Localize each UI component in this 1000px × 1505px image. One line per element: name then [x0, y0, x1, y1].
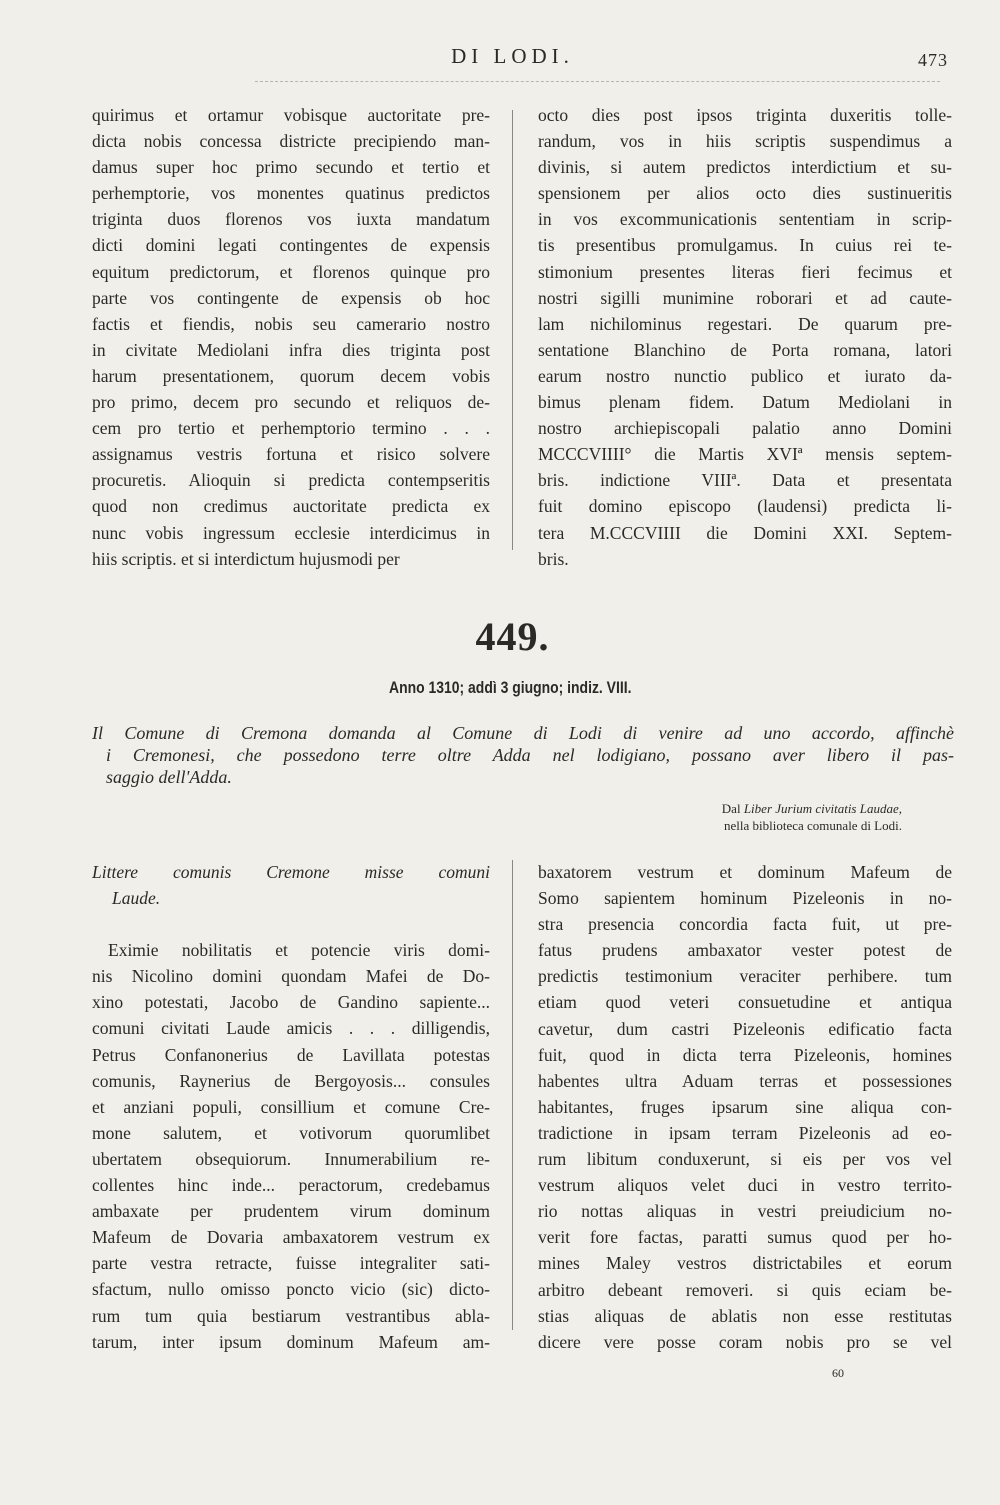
text-line: stias aliquas de ablatis non esse restitutas: [538, 1305, 952, 1326]
text-line: vestrum aliquos velet duci in vestro territo-: [538, 1175, 952, 1196]
text-line: stra presencia concordia facta fuit, ut pre-: [538, 914, 952, 935]
text-line: hiis scriptis. et si interdictum hujusmodi per: [92, 548, 400, 569]
text-line: in civitate Mediolani infra dies triginta post: [92, 339, 490, 360]
text-line: parte vestra retracte, fuisse integraliter sati-: [92, 1253, 490, 1274]
text-line: divinis, si autem predictos interdictium et su-: [538, 157, 952, 178]
text-line: sfactum, nullo omisso poncto vicio (sic) dicto-: [92, 1279, 490, 1300]
text-line: ubertatem obsequiorum. Innumerabilium re-: [92, 1148, 490, 1169]
summary-line: saggio dell'Adda.: [106, 767, 232, 787]
text-line: mines Maley vestros districtabiles et eorum: [538, 1253, 952, 1274]
text-line: fatus prudens ambaxator vester potest de: [538, 940, 952, 961]
text-line: tradictione in ipsam terram Pizeleonis ad eo-: [538, 1122, 952, 1143]
text-line: rum tum quia bestiarum vestrantibus abla-: [92, 1305, 490, 1326]
text-line: dicti domini legati contingentes de expensis: [92, 235, 490, 256]
column-divider: [512, 860, 513, 1330]
text-line: in vos excommunicationis sententiam in scrip-: [538, 209, 952, 230]
text-line: nostri sigilli munimine roborari et ad caute-: [538, 287, 952, 308]
text-line: perhemptorie, vos monentes quatinus predictos: [92, 183, 490, 204]
text-line: bimus plenam fidem. Datum Mediolani in: [538, 392, 952, 413]
text-line: stimonium presentes literas fieri fecimus et: [538, 261, 952, 282]
text-line: dicta nobis concessa districte precipiendo man-: [92, 131, 490, 152]
header-divider: [255, 81, 940, 82]
page-number: 473: [918, 50, 948, 70]
text-line: tera M.CCCVIIII die Domini XXI. Septem-: [538, 522, 952, 543]
text-line: quod non credimus auctoritate predicta ex: [92, 496, 490, 517]
bottom-left-column: [92, 859, 490, 1355]
text-line: spensionem per alios octo dies sustinueritis: [538, 183, 952, 204]
text-line: octo dies post ipsos triginta duxeritis tolle-: [538, 105, 952, 125]
text-line: comunis, Raynerius de Bergoyosis... consules: [92, 1070, 490, 1091]
source-book: Liber Jurium civitatis Laudae,: [743, 801, 902, 816]
letter-heading: Littere comunis Cremone misse comuni: [92, 862, 490, 882]
text-line: sentatione Blanchino de Porta romana, latori: [538, 339, 952, 360]
document-number: 449.: [475, 614, 550, 659]
source-line-2: nella biblioteca comunale di Lodi.: [724, 818, 902, 833]
source-citation: [722, 800, 902, 834]
text-line: cavetur, dum castri Pizeleonis edificatio facta: [538, 1018, 952, 1039]
text-line: pro primo, decem pro secundo et reliquos de-: [92, 392, 490, 413]
text-line: equitum predictorum, et florenos quinque pro: [92, 261, 490, 282]
text-line: rio nottas aliquas in vestri preiudicium no-: [538, 1201, 952, 1222]
text-line: lam nichilominus regestari. De quarum pre-: [538, 313, 952, 334]
text-line: Eximie nobilitatis et potencie viris domi-: [108, 940, 490, 961]
text-line: nostro archiepiscopali palatio anno Domini: [538, 418, 952, 439]
signature-mark: 60: [832, 1366, 844, 1380]
text-line: fuit, quod in dicta terra Pizeleonis, homines: [538, 1044, 952, 1065]
text-line: comuni civitati Laude amicis . . . dilligendis,: [92, 1018, 490, 1039]
text-line: quirimus et ortamur vobisque auctoritate pre-: [92, 105, 490, 125]
column-divider: [512, 110, 513, 550]
text-line: et anziani populi, consillium et comune Cre-: [92, 1096, 490, 1117]
text-line: MCCCVIIII° die Martis XVIª mensis septem-: [538, 444, 952, 465]
text-line: assignamus vestris fortuna et risico solvere: [92, 444, 490, 465]
text-line: dicere vere posse coram nobis pro se vel: [538, 1331, 952, 1352]
text-line: tarum, inter ipsum dominum Mafeum am-: [92, 1331, 490, 1352]
text-line: habentes ultra Aduam terras et possessiones: [538, 1070, 952, 1091]
text-line: triginta duos florenos vos iuxta mandatum: [92, 209, 490, 230]
text-line: predictis testimonium veraciter perhibere. tum: [538, 966, 952, 987]
summary-line: Il Comune di Cremona domanda al Comune di Lodi di venire ad uno accordo, affinchè: [92, 723, 954, 743]
text-line: randum, vos in hiis scriptis suspendimus a: [538, 131, 952, 152]
text-line: harum presentationem, quorum decem vobis: [92, 365, 490, 386]
text-line: parte vos contingente de expensis ob hoc: [92, 287, 490, 308]
text-line: Mafeum de Dovaria ambaxatorem vestrum ex: [92, 1227, 490, 1248]
source-prefix: Dal: [721, 801, 741, 816]
text-line: nunc vobis ingressum ecclesie interdicimus in: [92, 522, 490, 543]
text-line: damus super hoc primo secundo et tertio et: [92, 157, 490, 178]
text-line: Petrus Confanonerius de Lavillata potestas: [92, 1044, 490, 1065]
text-line: collentes hinc inde... peractorum, credebamus: [92, 1175, 490, 1196]
text-line: factis et fiendis, nobis seu camerario nostro: [92, 313, 490, 334]
text-line: nis Nicolino domini quondam Mafei de Do-: [92, 966, 490, 987]
text-line: bris. indictione VIIIª. Data et presentata: [538, 470, 952, 491]
text-line: earum nostro nunctio publico et iurato da-: [538, 365, 952, 386]
text-line: xino potestati, Jacobo de Gandino sapiente...: [92, 992, 490, 1013]
text-line: baxatorem vestrum et dominum Mafeum de: [538, 862, 952, 882]
source-line-1: [722, 800, 902, 817]
text-line: cem pro tertio et perhemptorio termino . . .: [92, 418, 490, 439]
text-line: rum libitum conduxerunt, si eis per vos vel: [538, 1149, 952, 1170]
letter-heading: Laude.: [112, 888, 161, 909]
bottom-right-column: [538, 859, 952, 1355]
top-left-column: [92, 102, 490, 572]
text-line: bris.: [538, 548, 569, 569]
text-line: etiam quod veteri consuetudine et antiqua: [538, 992, 952, 1013]
text-line: Somo sapientem hominum Pizeleonis in no-: [538, 888, 952, 909]
text-line: fuit domino episcopo (laudensi) predicta li-: [538, 496, 952, 517]
text-line: ambaxate per prudentem virum dominum: [92, 1201, 490, 1222]
text-line: mone salutem, et votivorum quorumlibet: [92, 1122, 490, 1143]
document-date: Anno 1310; addì 3 giugno; indiz. VIII.: [389, 678, 632, 697]
document-summary: [92, 722, 954, 788]
text-line: arbitro debeant removeri. si quis eciam be-: [538, 1279, 952, 1300]
spacer: [92, 911, 490, 937]
summary-line: i Cremonesi, che possedono terre oltre Adda nel lodigiano, possano aver libero il pas-: [106, 745, 954, 765]
text-line: verit fore factas, paratti sumus quod per ho-: [538, 1227, 952, 1248]
text-line: procuretis. Alioquin si predicta contempseritis: [92, 470, 490, 491]
text-line: habitantes, fruges ipsarum sine aliqua con-: [538, 1096, 952, 1117]
top-right-column: [538, 102, 952, 572]
text-line: tis presentibus promulgamus. In cuius rei te-: [538, 235, 952, 256]
running-title: DI LODI.: [451, 44, 574, 68]
